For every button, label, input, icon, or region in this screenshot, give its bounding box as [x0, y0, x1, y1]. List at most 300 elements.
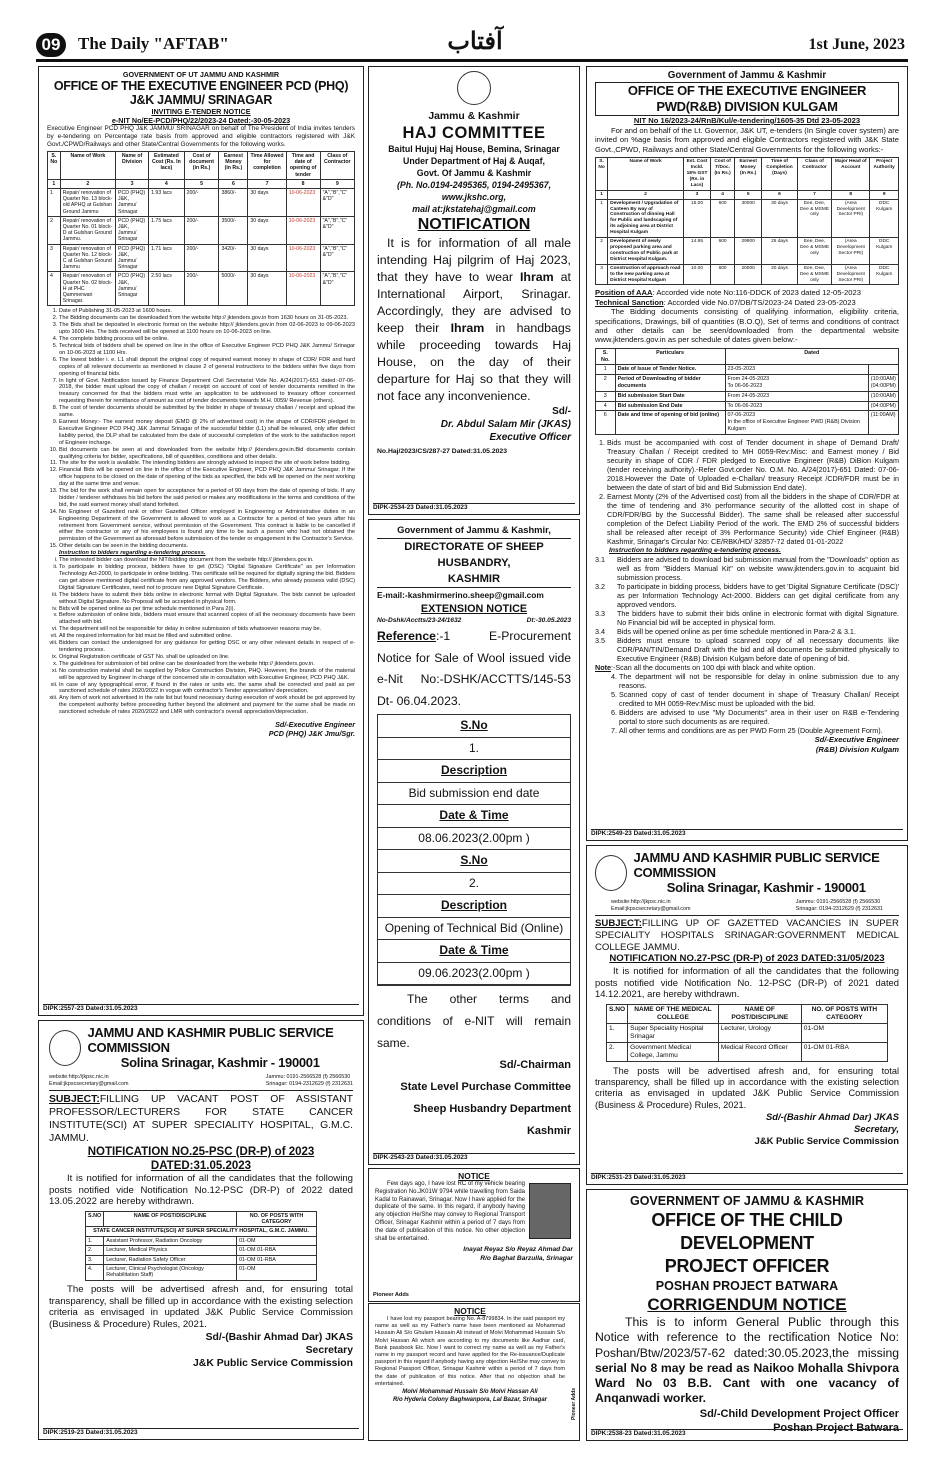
- table-cell: 2: [596, 375, 616, 392]
- instr-num: 3.2: [595, 581, 605, 591]
- sched-t1: (04:00PM): [870, 402, 896, 409]
- pwd-gov: Government of Jammu & Kashmir: [667, 70, 827, 81]
- haj-addr3: Govt. Of Jammu & Kashmir: [416, 168, 532, 178]
- pcd-th: Name of Division: [116, 152, 149, 180]
- table-cell: Repair/ renovation of Quarter No. 02 block-H at PHC Qammerwari Srinagar.: [60, 272, 115, 306]
- table-cell: Eee, Dee, Dee & MSME only: [797, 199, 831, 237]
- pwd-th: Name of Work: [608, 158, 684, 191]
- table-cell: Date of Issue of Tender Notice.: [615, 365, 725, 375]
- sheep-title1: DIRECTORATE OF SHEEP HUSBANDRY,: [404, 541, 544, 569]
- table-cell: 200/-: [184, 189, 219, 217]
- table-cell: 10-06-2023: [286, 189, 320, 217]
- table-cell: 200/-: [184, 216, 219, 244]
- table-cell: 29900: [735, 238, 762, 265]
- psc-right-contacts: [595, 899, 899, 912]
- pcd-th: Time Allowed for completion: [248, 152, 286, 180]
- pcd-dipk: DIPK:2557-23 Dated:31.05.2023: [43, 1004, 359, 1013]
- psc-right-th: S.NO: [607, 1004, 628, 1023]
- psc-left-th: NAME OF POST/DISCIPLINE: [104, 1211, 237, 1227]
- list-item: xi. No construction material shall be supplied by Police Construction Division, PHQ. However, the brands of the material will be approved by Engineer in charge of the concerned site in consultation with Executive Engineer, PCD PHQ J&K.: [59, 668, 355, 682]
- psc-right-name: JAMMU AND KASHMIR PUBLIC SERVICE COMMISSION: [633, 850, 880, 880]
- table-cell: Lecturer, Clinical Psychologist (Oncology Rehabilitation Staff): [104, 1264, 237, 1280]
- psc-left-notif1: NOTIFICATION NO.25-PSC (DR-P) of 2023: [87, 1146, 315, 1158]
- psc-left-body: It is notified for information of all the candidates that the following posts notified vide Notification No.12-PSC (DR-P) of 2022 dated 13.05.2022 are hereby withdrawn.: [49, 1173, 353, 1207]
- table-cell: 3420/-: [219, 244, 248, 272]
- table-cell: 10-06-2023: [286, 272, 320, 306]
- pwd-notes: [595, 672, 899, 735]
- instr-text: Bids will be opened online as per time schedule mentioned in Para-2 & 3.1.: [617, 626, 856, 636]
- psc-right-address: Solina Srinagar, Kashmir - 190001: [666, 880, 866, 895]
- table-cell: 20 days: [762, 264, 798, 285]
- list-item: xiii. Any item of work not advertised in the rate list but found necessary during execution of work should be got approved by the competent authority before proceeding further beyond the allotment and payment for the same shall be made on sanctioned schedule of rates 2020/2022 and LMR with contractor's overall appreciation/depreciation.: [59, 695, 355, 716]
- haj-body: [377, 235, 571, 405]
- sched-d1: To 06-06-2023: [727, 402, 763, 409]
- table-cell: PCD (PHQ) J&K, Jammu/ Srinagar: [116, 189, 149, 217]
- instr-num: 3.4: [595, 626, 605, 636]
- pwd-table-header-row: [596, 158, 899, 191]
- psc-right-th: NAME OF THE MEDICAL COLLEGE: [628, 1004, 719, 1023]
- psc-left-ph1: Jammu: 0191-2566528 (f) 2566530: [265, 1074, 351, 1080]
- psc-left-subject-text: FILLING UP VACANT POST OF ASSISTANT PROFESSOR/LECTURERS FOR STATE CANCER INSTITUTE(SCI) AT SUPER SPECIALITY HOSPITAL, G.M.C. JAMMU.: [49, 1094, 353, 1144]
- pcd-th: Estimated Cost (Rs. In lacs): [149, 152, 185, 180]
- table-cell: Eee, Dee, Dee & MSME only: [797, 264, 831, 285]
- table-cell: 01-OM: [237, 1236, 317, 1245]
- pcd-tender-notice: [38, 66, 364, 1016]
- pcd-th-num: 6: [219, 179, 248, 188]
- passport-notice: [368, 1303, 580, 1441]
- psc-right-ph1: Jammu: 0191-2566528 (f) 2566530: [795, 899, 881, 905]
- table-cell: 01-OM 01-RBA: [801, 1042, 887, 1061]
- pwd-sched-body: [596, 365, 899, 434]
- table-cell: 600: [711, 199, 735, 237]
- table-row: [48, 216, 355, 244]
- haj-notification-title: NOTIFICATION: [417, 216, 531, 233]
- table-cell: Super Speciality Hospital Srinagar: [628, 1023, 719, 1042]
- instr-text: Bidders must ensure to upload scanned copy of all necessary documents like CDR/PAN/TIN/Demand Draft with the bid and all documents be submitted physically to Executive Engineer (R&B) Division Kulgam before date of opening of bid.: [617, 635, 899, 663]
- pwd-schedule-table: [595, 348, 899, 435]
- table-cell: 01-OM: [801, 1023, 887, 1042]
- table-row: [86, 1246, 317, 1255]
- list-item: 5. Technical bids of bidders shall be opened on line in the office of Executive Engineer PCD PHQ J&K Jammu/ Srinagar on 10-06-2023 at 1100 Hrs.: [59, 343, 355, 357]
- pcd-th-num: 5: [184, 179, 219, 188]
- list-item: 7. In light of Govt. Notification issued by Finance Department Civil Secretariat Vide No. A/24(2017)-651 dated:-07-06-2018, the bidder must upload the copy of challan / receipt on account of cost of tender documents remitted in the treasury concerned for that the bidders must write an application to be addressed to treasury officer concerned requesting therein for remittance of amount as cost of tender documents towards M.H. 0059/ Revenue (others).: [59, 378, 355, 406]
- pwd-th-num: 2: [608, 190, 684, 199]
- table-cell: 30 days: [248, 272, 286, 306]
- table-cell: 01-OM 01-RBA: [237, 1255, 317, 1264]
- table-cell: 4.: [86, 1264, 104, 1280]
- list-item: vi. The department will not be responsible for delay in online submission of bids whatsoever reasons may be.: [59, 626, 355, 633]
- list-item: ix. Original Registration certificate of GST No. shall be uploaded on line.: [59, 654, 355, 661]
- sheep-item-label: Description: [378, 760, 570, 783]
- table-cell: DDC Kulgam: [870, 238, 899, 265]
- list-item: iii. The bidders have to submit their bids online in electronic format with Digital Signature. The bids cannot be uploaded without Digital Signature. No Proposal will be accepted in physical form.: [59, 592, 355, 606]
- table-cell: 2: [596, 238, 608, 265]
- psc-left-notif2: DATED:31.05.2023: [150, 1160, 252, 1172]
- sheep-item-label: S.No: [378, 850, 570, 873]
- pwd-ts: [595, 298, 899, 307]
- table-cell: 2.: [607, 1042, 628, 1061]
- table-row: [86, 1264, 317, 1280]
- table-cell: [725, 365, 868, 375]
- pwd-sign1: Sd/-Executive Engineer: [814, 734, 899, 744]
- psc-right-table-body: [607, 1023, 888, 1061]
- sheep-sd: Sd/-Chairman: [499, 1059, 571, 1071]
- list-item: 2. Earnest Monty (2% of the Advertised cost) from all the bidders in the shape of CDR/FDR at the time of tendering and 3% performance security of the allotted cost in shape of CDR/FDR/BG by the Successful Bidder). The same shall be released after successful completion of the Defect Liability Period of the work. The EMD 2% of successful bidders shall be released after receipt of 3% Performance Security) vide Chief Engineer (R&B) Kashmir, Srinagar's Circular No: CE/RBK/HD/ 32857-72 dated 01-01-2022: [607, 492, 899, 546]
- list-item: 11. The site for the work is available. The intending bidders are strongly advised to inspect the site of work before bidding.: [59, 460, 355, 467]
- psc-left-mail: Email:jkpscsecretary@gmail.com: [49, 1080, 129, 1087]
- table-cell: 30000: [735, 199, 762, 237]
- sheep-ext-title: EXTENSION NOTICE: [420, 603, 528, 615]
- list-item: [595, 582, 899, 609]
- list-item: 6. The lowest bidder i. e. L1 shall deposit the original copy of required earnest money in shape of CDR/ FDR and hard copies of all relevant documents as mentioned in clause 2 of general instructions to the bidders within five days from opening of financial bids.: [59, 357, 355, 378]
- list-item: 15. Other details can be seen in the bidding documents.: [59, 543, 355, 550]
- psc-left-th: NO. OF POSTS WITH CATEGORY: [237, 1211, 317, 1227]
- pcd-th-num: 8: [286, 179, 320, 188]
- sheep-item-value: Opening of Technical Bid (Online): [378, 918, 570, 941]
- list-item: 4. The department will not be responsible for delay in online submission due to any reasons.: [619, 672, 899, 690]
- haj-sd: Sd/-: [552, 406, 571, 417]
- instr-text: The bidders have to submit their bids online in electronic format with digital Signature. No Financial bid will be accepted in physical form.: [617, 608, 899, 627]
- notice2-sig1: Molvi Mohammad Hussain S/o Molvi Hassan Ali: [402, 1389, 538, 1396]
- list-item: 13. The bid for the work shall remain open for acceptance for a period of 90 days from the date of opening of bids. If any bidder / tenderer withdraws his bid before the said period or makes any modifications in the terms and conditions of the bid, the said earnest money shall stand forfeited.: [59, 488, 355, 509]
- pcd-th-num: 1: [48, 179, 61, 188]
- pwd-aaa-label: Position of AAA: [595, 288, 653, 298]
- sheep-dipk: DIPK-2543-23 Dated:31.05.2023: [373, 1153, 575, 1162]
- paper-name: The Daily "AFTAB": [78, 34, 229, 53]
- table-cell: Government Medical College, Jammu: [628, 1042, 719, 1061]
- table-cell: "A","B","C" &"D": [320, 216, 354, 244]
- table-cell: Eee, Dee, Dee & MSME only: [797, 238, 831, 265]
- pwd-note-label: Note: [595, 662, 611, 672]
- psc-left-contacts: [49, 1074, 353, 1087]
- cdpo-corrigendum: [586, 1189, 908, 1441]
- table-cell: 200/-: [184, 244, 219, 272]
- pwd-th-num: 6: [762, 190, 798, 199]
- psc-left-dipk: DIPK:2519-23 Dated:31.05.2023: [43, 1428, 359, 1437]
- pwd-th: Time of Completion (Days): [762, 158, 798, 191]
- haj-signer: Dr. Abdul Salam Mir (JKAS): [440, 419, 571, 430]
- table-cell: [868, 391, 898, 401]
- pwd-office: OFFICE OF THE EXECUTIVE ENGINEER PWD(R&B) DIVISION KULGAM: [595, 82, 899, 116]
- psc-right-dipk: DIPK:2531-23 Dated:31.05.2023: [591, 1173, 903, 1182]
- pwd-sched-th: Dated: [725, 348, 898, 365]
- psc-left-name: JAMMU AND KASHMIR PUBLIC SERVICE COMMISSION: [87, 1025, 334, 1055]
- table-cell: 1.71 lacs: [149, 244, 185, 272]
- table-cell: Lecturer, Radiation Safety Officer: [104, 1255, 237, 1264]
- notice1-body: Few days ago, I have lost RC of my vehicle bearing Registration No.JK01W 9794 while travelling from Saida Kadal to Rainawari, Srinagar. Now I have applied for the duplicate of the same. In this regard, if anybody having any objection He/She may convey to Regional Transport Officer, Srinagar Kashmir within a period of 7 days from the date of publication of this notice. No other objection shall be entertained.: [375, 1181, 525, 1242]
- pcd-th-num: 9: [320, 179, 354, 188]
- notice2-side: Pioneer Adds: [571, 1387, 577, 1420]
- table-cell: "A","B","C" &"D": [320, 272, 354, 306]
- sheep-items-table: [377, 714, 571, 986]
- pwd-th: Class of Contractor: [797, 158, 831, 191]
- table-cell: Development / Upgradation of Canteen By way of Construction of dinning Hall for Public and landscaping of its adjoining area at District Hospital Kulgam: [608, 199, 684, 237]
- list-item: 10. Bid documents can be seen at and downloaded from the website http:// jktenders.gov.in.Bid documents contain qualifying criteria for bidder, specifications, bill of quantities, conditions and other details.: [59, 447, 355, 461]
- haj-ref: No.Haj/2023/CS/287-27 Dated:31.05.2023: [377, 448, 507, 455]
- table-cell: 1.: [86, 1236, 104, 1245]
- table-cell: Assistant Professor, Radiation Oncology: [104, 1236, 237, 1245]
- sheep-item-value: 2.: [378, 873, 570, 896]
- pcd-points: [47, 308, 355, 550]
- table-cell: [868, 375, 898, 392]
- table-cell: 30 days: [248, 216, 286, 244]
- table-cell: [868, 401, 898, 411]
- sheep-title2: KASHMIR: [447, 573, 501, 585]
- pcd-table-num-row: [48, 179, 355, 188]
- table-row: [48, 189, 355, 217]
- pwd-th-num: 1: [596, 190, 608, 199]
- table-cell: 3.: [86, 1255, 104, 1264]
- cdpo-sign2: Poshan Project Batwara: [773, 1421, 899, 1434]
- pwd-ts-text: : Accorded vide No.07/DB/TS/2023-24 Dated 23-05-2023: [663, 297, 856, 307]
- psc-right-notice: [586, 845, 908, 1185]
- table-cell: Lecturer, Medical Physics: [104, 1246, 237, 1255]
- pwd-tender-notice: [586, 66, 908, 841]
- rc-lost-notice: [368, 1168, 580, 1302]
- psc-left-table: [85, 1211, 317, 1281]
- list-item: 5. Scanned copy of cast of tender document in shape of Treasury Challan/ Receipt credited to MH 0059-Rev:Misc must be uploaded with the bid.: [619, 690, 899, 708]
- pwd-th: S. No: [596, 158, 608, 191]
- sheep-item-label: S.No: [378, 715, 570, 738]
- cdpo-gov: GOVERNMENT OF JAMMU & KASHMIR: [629, 1194, 865, 1208]
- haj-ihram1: Ihram: [519, 270, 554, 284]
- table-cell: Construction of approach road to the new parking area at District Hospital Kulgam: [608, 264, 684, 285]
- list-item: 9. Earnest Money:- The earnest money deposit (EMD @ 2% of advertised cost) in the shape of CDR/FDR pledged to Executive Engineer PCD PHQ J&K Jammu/ Srinagar of the successful bidder (L1) shall be released, only after defect liability period, the DLP shall be calculated from the date of successful completion of the work to the satisfaction report of Engineer incharge.: [59, 419, 355, 447]
- haj-body-b: at International Airport, Srinagar. Accordingly, they are advised to keep their: [377, 270, 571, 335]
- pwd-th: Cost of T/Doc. (In Rs.): [711, 158, 735, 191]
- psc-right-table: [606, 1004, 888, 1062]
- pcd-nit: e-NIT No/EE-PCD/PHQ/22/2023-24 Dated:-30-05-2023: [111, 116, 291, 125]
- pcd-th-num: 2: [60, 179, 115, 188]
- table-cell: Date and time of opening of bid (online): [615, 411, 725, 434]
- instr-num: 3.1: [595, 554, 605, 564]
- table-cell: 2.: [86, 1246, 104, 1255]
- haj-web: www.jkshc.org,: [441, 192, 507, 202]
- table-row: [596, 199, 899, 237]
- psc-left-table-header: [86, 1211, 317, 1227]
- table-cell: Repair/ renovation of Quarter No. 13 block-old APHQ at Gulshan Ground Jammu: [60, 189, 115, 217]
- table-row: [596, 401, 899, 411]
- cdpo-body-a: This is to inform General Public through this Notice with reference to the rectification Notice No: Poshan/Btw/2023/57-62 dated:30.05.2023,the missing: [595, 1315, 899, 1360]
- pcd-table-header-row: [48, 152, 355, 180]
- emblem-icon: [595, 855, 627, 891]
- list-item: 12. Financial Bids will be opened on line in the office of the Executive Engineer, PCD PHQ J&K Jammu/ Srinagar. If the office happens to be closed on the date of opening of the bids as specified, the bids will be opened on the next working day at the same time and venue.: [59, 467, 355, 488]
- notice1-title: NOTICE: [458, 1171, 490, 1181]
- cdpo-sign1: Sd/-Child Development Project Officer: [699, 1407, 899, 1420]
- paper-logo: آفتاب: [447, 26, 503, 55]
- pwd-intro: For and on behalf of the Lt. Governor, J&K UT, e-tenders (In Single cover system) are invited on %age basis from approved and eligible Contractors registered with J&K State Govt.,CPWD, Railways and other State/Central Governments for the following works:-: [595, 126, 899, 154]
- table-row: [596, 365, 899, 375]
- table-cell: Repair/ renovation of Quarter No. 01 block-D at Gulshan Ground Jammu.: [60, 216, 115, 244]
- instr-num: 3.5: [595, 635, 605, 645]
- psc-right-subject-text: FILLING UP OF GAZETTED VACANCIES IN SUPER SPECIALITY HOSPITALS SRINAGAR:GOVERNMENT MEDICAL COLLEGE JAMMU.: [595, 918, 899, 953]
- table-cell: 1: [596, 199, 608, 237]
- table-cell: [868, 411, 898, 434]
- notice2-body: I have lost my passport bearing No. A-8799834. In the said passport my name as well as my Father's name have been mentioned as Mohammad Hussain Ali S/o Ghulam Hussain Ali instead of Molvi Mohammad Hussain S/o Molvi Hassan Ali which are according to my documents like Aadhar card, Bank passbook Etc. Now I want to correct my name as well as my Father's name in my passport record and have applied for the Re-issuance/Duplicate passport in this regard if anybody having any objection He/She may convey to Regional Passport Officer, Srinagar Kashmir within a period of 7 days from the date of publication of this notice. After that no objection shall be entertained.: [375, 1316, 565, 1387]
- table-cell: Repair/ renovation of Quarter No. 12 block-C at Gulshan Ground Jammu: [60, 244, 115, 272]
- pwd-works-table: [595, 157, 899, 285]
- table-cell: PCD (PHQ) J&K, Jammu/ Srinagar: [116, 216, 149, 244]
- haj-notice: [368, 66, 580, 515]
- sheep-no: No-Dshk/Acctts/23-24/1632: [377, 617, 462, 624]
- table-cell: 600: [711, 238, 735, 265]
- psc-right-mail: Email:jkpscsecretary@gmail.com: [611, 905, 691, 912]
- pcd-office: OFFICE OF THE EXECUTIVE ENGINEER PCD (PHQ) J&K JAMMU/ SRINAGAR: [53, 79, 349, 107]
- pcd-works-table: [47, 151, 355, 306]
- table-cell: [725, 375, 868, 392]
- table-cell: 3500/-: [219, 216, 248, 244]
- psc-left-after: The posts will be advertised afresh and, for ensuring total transparency, shall be filled up in accordance with the existing selection criteria as envisaged in updated J&K Public Service Commission (Business & Procedure) Rules, 2021.: [49, 1283, 353, 1331]
- sheep-s2: Sheep Husbandry Department: [413, 1103, 571, 1115]
- haj-body-c: in handbags while proceeding towards Haj House, on the day of their departure for Haj so that they will not face any inconvenience.: [377, 321, 572, 403]
- psc-right-th: NO. OF POSTS WITH CATEGORY: [801, 1004, 887, 1023]
- haj-phone: (Ph. No.0194-2495365, 0194-2495367,: [396, 180, 552, 190]
- sheep-s3: Kashmir: [526, 1125, 571, 1137]
- pcd-th: Cost of document (in Rs.): [184, 152, 219, 180]
- psc-left-header: [49, 1025, 353, 1070]
- haj-addr2: Under Department of Haj & Auqaf,: [403, 156, 545, 166]
- psc-left-sign1: Sd/-(Bashir Ahmad Dar) JKAS: [205, 1331, 353, 1343]
- haj-dipk: DIPK-2534-23 Dated:31.05.2023: [373, 503, 575, 512]
- psc-right-notif: NOTIFICATION NO.27-PSC (DR-P) of 2023 DATED:31/05/2023: [609, 953, 885, 965]
- psc-right-body: It is notified for information of all the candidates that the following posts notified vide Notification No. 12-PSC (DR-P) of 2021 dated 14.12.2021, are hereby withdrawn.: [595, 965, 899, 1000]
- pwd-th-num: 7: [797, 190, 831, 199]
- notice1-footer: Pioneer Adds: [373, 1292, 409, 1298]
- pwd-points: [595, 438, 899, 546]
- haj-title: HAJ COMMITTEE: [402, 124, 546, 142]
- psc-right-sign2: Secretary,: [854, 1122, 899, 1134]
- table-row: [86, 1255, 317, 1264]
- table-row: [596, 411, 899, 434]
- pwd-aaa-text: : Accorded vide note No:116-DDCK of 2023 dated 12-05-2023: [652, 288, 861, 298]
- table-cell: Lecturer, Urology: [718, 1023, 801, 1042]
- notice1-sig1: Inayat Reyaz S/o Reyaz Ahmad Dar: [463, 1246, 573, 1254]
- table-cell: [725, 401, 868, 411]
- sched-d2: To 06-06-2023: [727, 383, 763, 390]
- table-row: [607, 1023, 888, 1042]
- list-item: 14. No Engineer of Gazetted rank or other Gazetted Officer employed in Engineering or Administrative duties in an Engineering Department of the Government is allowed to work as a Contractor for a period of two years after his retirement from Government service, without permission of the Government. This contract is liable to be cancelled if either the contractor or any of his employees is found any time to be such a person who had not obtained the permission of the Government as aforesaid before submission of the tender or engagement in the Contractor's Service.: [59, 509, 355, 544]
- page-number: 09: [36, 33, 66, 57]
- pwd-th: Earnest Money (In Rs.): [735, 158, 762, 191]
- list-item: 1. Date of Publishing 31-05-2023 at 1600 hours.: [59, 308, 355, 315]
- instr-num: 3.3: [595, 608, 605, 618]
- list-item: i. The interested bidder can download the NIT/bidding document from the website http:// jktenders.gov.in.: [59, 557, 355, 564]
- table-cell: Period of Downloading of bidder documents: [615, 375, 725, 392]
- table-cell: 1: [596, 365, 616, 375]
- sheep-item-label: Date & Time: [378, 940, 570, 963]
- list-item: 8. The cost of tender documents should be submitted by the bidder in shape of treasury challan / receipt and upload the same.: [59, 405, 355, 419]
- sheep-item-value: 08.06.2023(2.00pm ): [378, 828, 570, 851]
- sched-t2: (04:00PM): [870, 383, 896, 390]
- table-cell: DDC Kulgam: [870, 264, 899, 285]
- table-cell: 4: [48, 272, 61, 306]
- list-item: [595, 555, 899, 582]
- pcd-th-num: 7: [248, 179, 286, 188]
- table-row: [596, 264, 899, 285]
- list-item: iv. Bids will be opened online as per time schedule mentioned in Para 2(i).: [59, 606, 355, 613]
- psc-left-subject: [49, 1093, 353, 1145]
- pwd-th: Major Head of Account: [832, 158, 870, 191]
- psc-left-subject-label: SUBJECT:: [49, 1094, 100, 1105]
- issue-date: 1st June, 2023: [808, 36, 905, 53]
- sheep-other: The other terms and conditions of e-NIT will remain same.: [377, 992, 571, 1050]
- pwd-note-text: :-Scan all the documents on 100 dpi with black and white option.: [610, 662, 816, 672]
- haj-mail: mail at:jkstatehaj@gmail.com: [412, 204, 536, 214]
- sched-d2: In the office of Executive Engineer PWD (R&B) Division Kulgam: [727, 419, 860, 433]
- table-cell: (Area Development Sector PRI): [832, 238, 870, 265]
- pwd-sched-th: Particulars: [615, 348, 725, 365]
- sheep-ref-line: [377, 616, 571, 626]
- psc-right-header: [595, 850, 899, 895]
- table-cell: "A","B","C" &"D": [320, 189, 354, 217]
- list-item: 1. Bids must be accompanied with cost of Tender document in shape of Demand Draft/ Treasury Challan / Receipt credited to MH 0059-Rev:Misc: and Earnest money / Bid security in shape of CDR / FDR pledged to Executive Engineer (R&B) DiBion Kulgam (tender receiving authority).-Refer Govt.order No. O.M. No. A/24(2017)-651 Dated: 07-06-2018.However the Date of Uploaded e-Challan/ treasury Receipt /CDR/FDR must be in between the date of start of bid and Bid Submission End date).: [607, 438, 899, 492]
- table-cell: (Area Development Sector PRI): [832, 264, 870, 285]
- notice2-title: NOTICE: [454, 1306, 486, 1316]
- table-cell: 1.75 lacs: [149, 216, 185, 244]
- list-item: v. Before submission of online bids, bidders must ensure that scanned copies of all the necessary documents have been attached with bid.: [59, 612, 355, 626]
- table-cell: 20000: [735, 264, 762, 285]
- table-cell: 3: [596, 264, 608, 285]
- psc-right-after: The posts will be advertised afresh and, for ensuring total transparency, shall be filled up in accordance with the existing selection criteria as envisaged in updated J&K Public Service Commission (Business & Procedure) Rules, 2021.: [595, 1065, 899, 1110]
- psc-left-sign3: J&K Public Service Commission: [193, 1357, 353, 1369]
- psc-left-ph2: Srinagar: 0194-2312629 (f) 2312631: [265, 1080, 353, 1087]
- pwd-ts-label: Technical Sanction: [595, 297, 664, 307]
- sched-t1: (11:00AM): [870, 412, 896, 419]
- cdpo-body: [595, 1315, 899, 1407]
- pcd-th-num: 4: [149, 179, 185, 188]
- sheep-notice: [368, 519, 580, 1165]
- haj-ihram2: Ihram: [450, 321, 485, 335]
- pcd-instructions-title: Instruction to bidders regarding e-tendering process.: [59, 550, 206, 557]
- table-cell: "A","B","C" &"D": [320, 244, 354, 272]
- table-cell: 600: [711, 264, 735, 285]
- pcd-intro: Executive Engineer PCD PHQ J&K JAMMU/ SRINAGAR on behalf of The President of India invites tenders by e-tendering on Percentage rate basis from approved and eligible contractors registered with J&K Govt./CPWD/Railways and other State/Central Governments for the following works.: [47, 125, 355, 148]
- psc-right-table-header: [607, 1004, 888, 1023]
- pwd-dipk: DIPK:2549-23 Dated:31.05.2023: [591, 829, 903, 838]
- haj-addr1: Baitul Hujuj Haj House, Bemina, Srinagar: [388, 144, 560, 154]
- masthead-rule: [36, 59, 908, 62]
- pcd-instructions: [47, 557, 355, 716]
- pcd-th: S. No: [48, 152, 61, 180]
- table-cell: 01-OM 01-RBA: [237, 1246, 317, 1255]
- psc-left-notice: [38, 1020, 364, 1440]
- table-cell: Bid submission End Date: [615, 401, 725, 411]
- table-cell: [725, 411, 868, 434]
- psc-left-table-body: [86, 1227, 317, 1280]
- person-photo: [529, 1183, 571, 1239]
- sched-d1: 07-06-2023: [727, 412, 756, 419]
- list-item: 4. The complete bidding process will be online.: [59, 336, 355, 343]
- table-cell: DDC Kulgam: [870, 199, 899, 237]
- psc-right-ph2: Srinagar: 0194-2312629 (f) 2312631: [795, 905, 883, 912]
- table-cell: 25 days: [762, 238, 798, 265]
- instr-text: To participate in bidding process, bidders have to get 'Digital Signature Certificate (DSC)' as per Information Technology Act-2000. Bidders can get digital certificate from any approved vendors.: [617, 581, 899, 609]
- psc-left-group: STATE CANCER INSTITUTE(SCI) AT SUPER SPECIALITY HOSPITAL, G.M.C. JAMMU.: [86, 1227, 317, 1236]
- table-cell: 10.00: [684, 264, 711, 285]
- table-row: [86, 1227, 317, 1236]
- sheep-reference: [377, 626, 571, 712]
- list-item: x. The guidelines for submission of bid online can be downloaded from the website http:// jktenders.gov.in.: [59, 661, 355, 668]
- table-cell: 30 days: [248, 189, 286, 217]
- pcd-table-body: [48, 189, 355, 306]
- table-cell: 3860/-: [219, 189, 248, 217]
- list-item: 3. The Bids shall be deposited in electronic format on the website http:// jktenders.gov.in from 02-06-2023 to 09-06-2023 upto 1600 Hrs. The bids received will be opened at 1100 hours on 10-06-2023 on line.: [59, 322, 355, 336]
- table-cell: 200/-: [184, 272, 219, 306]
- table-cell: 15.00: [684, 199, 711, 237]
- table-cell: 10-06-2023: [286, 244, 320, 272]
- sheep-ref-label: Reference: [377, 629, 436, 643]
- cdpo-body-b: serial No 8 may be read as Naikoo Mohalla Shivpora Ward No 03 B.B. Cant with one vacancy of Anqanwadi worker.: [595, 1360, 899, 1406]
